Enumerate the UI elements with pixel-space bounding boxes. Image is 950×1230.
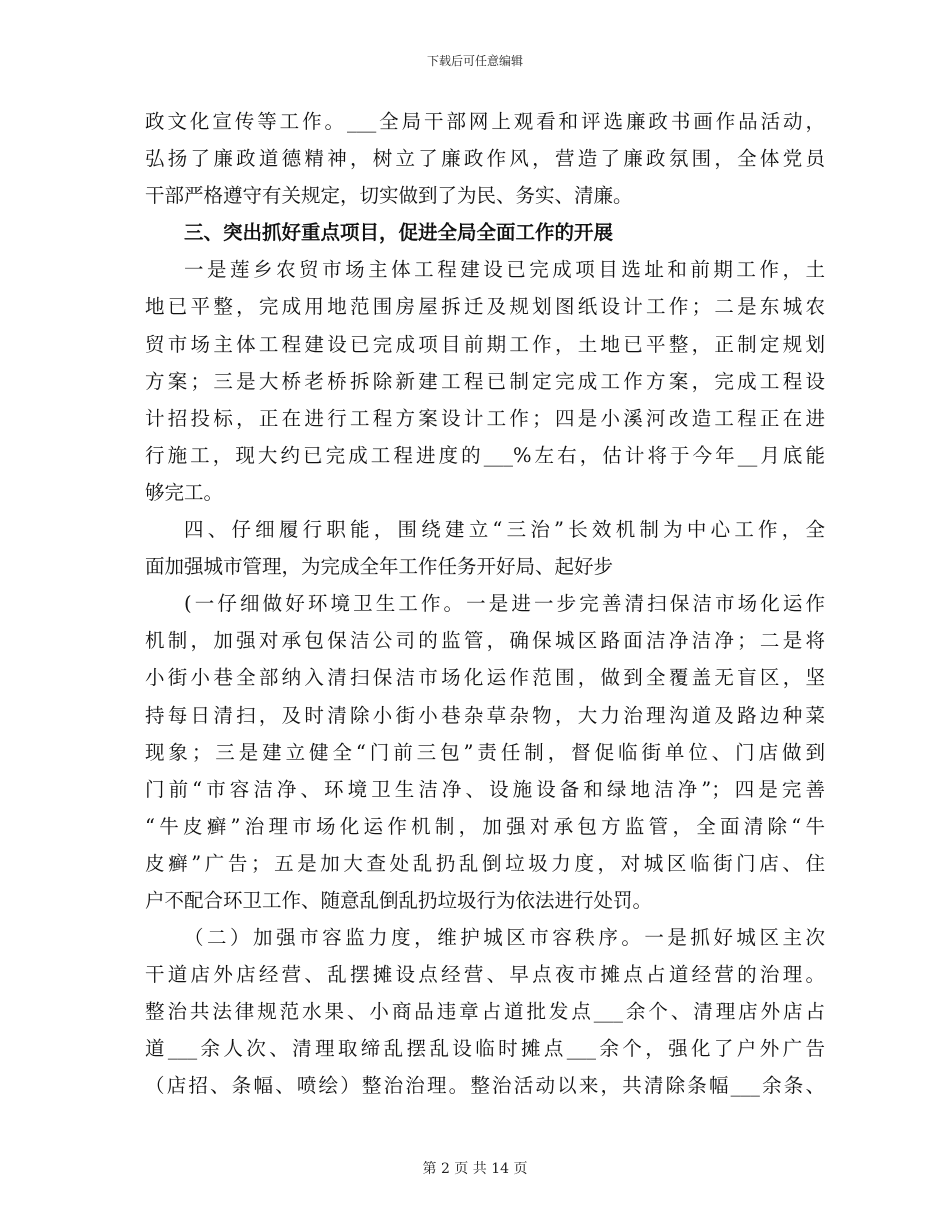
text-line: （二）加强市容监力度，维护城区市容秩序。一是抓好城区主次	[184, 926, 825, 950]
text-line: 干道店外店经营、乱摆摊设点经营、早点夜市摊点占道经营的治理。	[145, 963, 825, 987]
text-line: (一仔细做好环境卫生工作。一是进一步完善清扫保洁市场化运作	[184, 592, 825, 616]
text-line: 皮癣”广告；五是加大查处乱扔乱倒垃圾力度，对城区临街门店、住	[145, 851, 825, 875]
text-line: 一是莲乡农贸市场主体工程建设已完成项目选址和前期工作，土	[184, 258, 825, 282]
text-line: 计招投标，正在进行工程方案设计工作；四是小溪河改造工程正在进	[145, 406, 825, 430]
text-line: 整治共法律规范水果、小商品违章占道批发点___余个、清理店外店占	[145, 1000, 825, 1024]
text-line: 贸市场主体工程建设已完成项目前期工作，土地已平整，正制定规划	[145, 332, 825, 356]
text-line: 面加强城市管理，为完成全年工作任务开好局、起好步	[145, 555, 614, 579]
section-heading: 三、突出抓好重点项目，促进全局全面工作的开展	[184, 221, 614, 245]
text-line: 四、仔细履行职能，围绕建立“三治”长效机制为中心工作，全	[184, 518, 825, 542]
document-body	[145, 103, 825, 1105]
text-line: 持每日清扫，及时清除小街小巷杂草杂物，大力治理沟道及路边种菜	[145, 703, 825, 727]
text-line: 行施工，现大约已完成工程进度的___%左右，估计将于今年__月底能	[145, 443, 825, 467]
text-line: 道___余人次、清理取缔乱摆乱设临时摊点___余个，强化了户外广告	[145, 1037, 825, 1061]
text-line: 机制，加强对承包保洁公司的监管，确保城区路面洁净洁净；二是将	[145, 629, 825, 653]
page-footer: 第 2 页 共 14 页	[422, 1161, 528, 1177]
text-line: 小街小巷全部纳入清扫保洁市场化运作范围，做到全覆盖无盲区，坚	[145, 666, 825, 690]
text-line: （店招、条幅、喷绘）整治治理。整治活动以来，共清除条幅___余条、	[145, 1074, 825, 1098]
text-line: 方案；三是大桥老桥拆除新建工程已制定完成工作方案，完成工程设	[145, 369, 825, 393]
text-line: 现象；三是建立健全“门前三包”责任制，督促临街单位、门店做到	[145, 740, 825, 764]
text-line: 政文化宣传等工作。___全局干部网上观看和评选廉政书画作品活动，	[145, 110, 825, 133]
text-line: 弘扬了廉政道德精神，树立了廉政作风，营造了廉政氛围，全体党员	[145, 147, 825, 171]
page-header: 下载后可任意编辑	[426, 54, 523, 68]
text-line: 户不配合环卫工作、随意乱倒乱扔垃圾行为依法进行处罚。	[145, 888, 653, 912]
text-line: 门前“市容洁净、环境卫生洁净、设施设备和绿地洁净”；四是完善	[145, 777, 825, 801]
text-line: 地已平整，完成用地范围房屋拆迁及规划图纸设计工作；二是东城农	[145, 295, 825, 319]
text-line: 够完工。	[145, 480, 224, 504]
text-line: “牛皮癣”治理市场化运作机制，加强对承包方监管，全面清除“牛	[145, 814, 825, 838]
text-line: 干部严格遵守有关规定，切实做到了为民、务实、清廉。	[145, 184, 633, 208]
